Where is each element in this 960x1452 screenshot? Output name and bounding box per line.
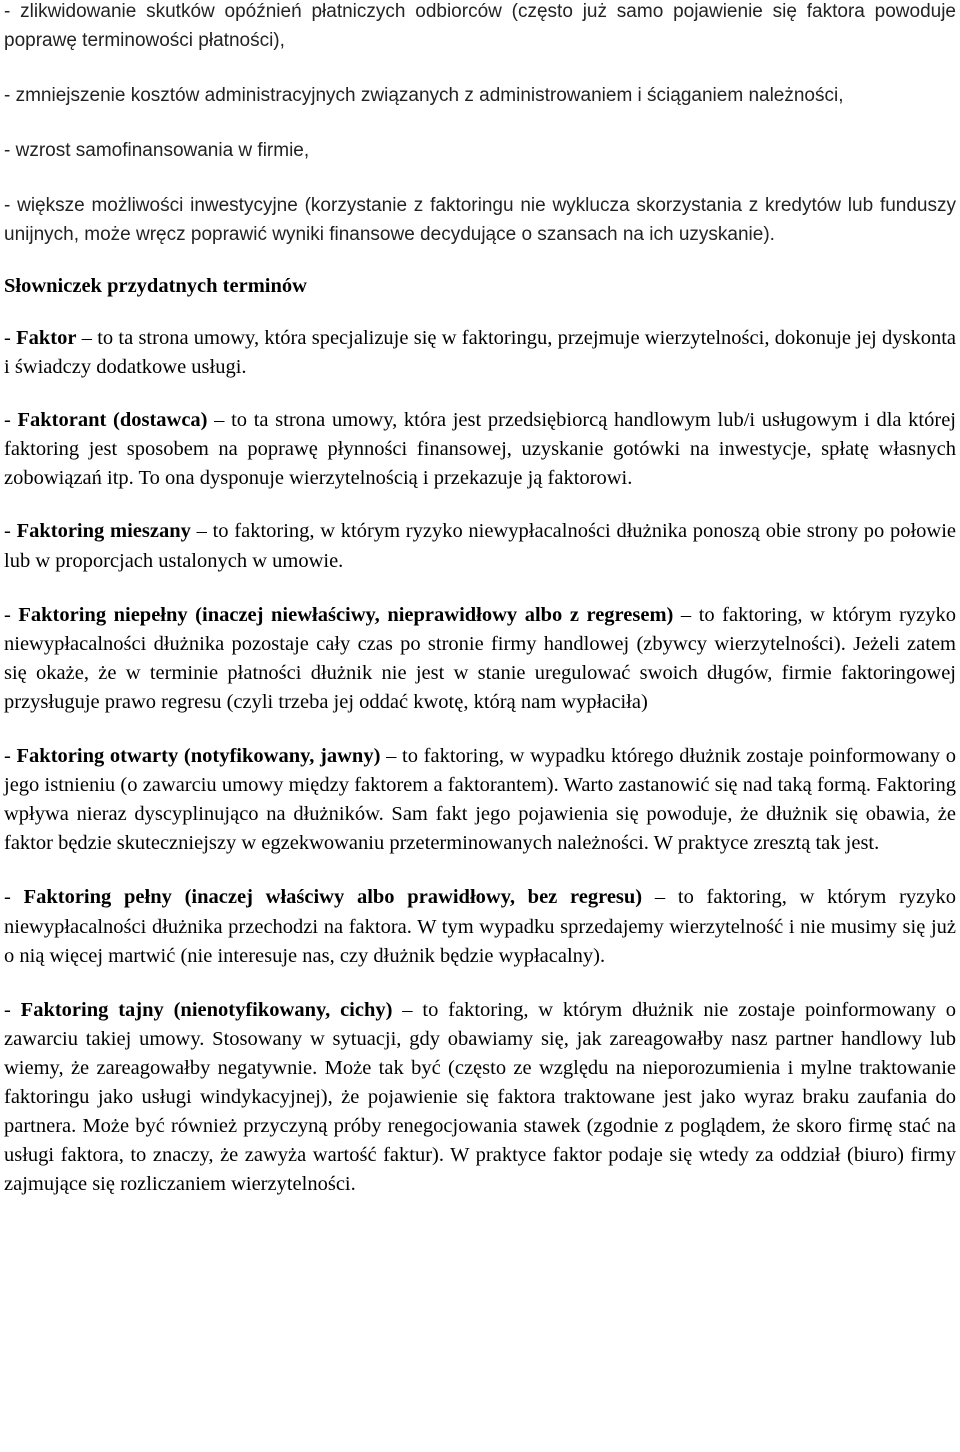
entry-prefix: - <box>4 745 17 768</box>
entry-prefix: - <box>4 603 19 626</box>
bullet-item: - wzrost samofinansowania w firmie, <box>4 140 310 161</box>
glossary-entry <box>4 601 956 717</box>
entry-prefix: - <box>4 520 17 543</box>
glossary-entry <box>4 883 956 970</box>
entry-prefix: - <box>4 886 24 909</box>
glossary-term: Faktor <box>16 327 77 349</box>
entry-prefix: - <box>4 409 18 432</box>
glossary-definition: – to ta strona umowy, która specjalizuje się w faktoringu, przejmuje wierzytelności, dokonuje jej dyskonta i świadczy dodatkowe usługi. <box>4 327 957 379</box>
glossary-entry <box>4 324 956 382</box>
entry-prefix: - <box>4 998 21 1021</box>
entry-prefix: - <box>4 327 17 349</box>
glossary-heading: Słowniczek przydatnych terminów <box>4 275 307 297</box>
bullet-item: - zmniejszenie kosztów administracyjnych związanych z administrowaniem i ściąganiem należności, <box>4 85 844 106</box>
bullet-item: - większe możliwości inwestycyjne (korzystanie z faktoringu nie wyklucza skorzystania z kredytów lub funduszy unijnych, może wręcz poprawić wyniki finansowe decydujące o szansach na ich uzyskanie). <box>4 195 956 245</box>
glossary-definition: – to ta strona umowy, która jest przedsiębiorcą handlowym lub/i usługowym i dla której faktoring jest sposobem na poprawę płynności finansowej, uzyskanie gotówki na inwestycje, spłatę własnych zobowiązań itp. To ona dysponuje wierzytelnością i przekazuje ją faktorowi. <box>4 409 956 490</box>
glossary-definition: – to faktoring, w wypadku którego dłużnik zostaje poinformowany o jego istnieniu (o zawarciu umowy między faktorem a faktorantem). Warto zastanowić się nad taką formą. Faktoring wpływa nieraz dyscyplinująco na dłużników. Sam fakt jego pojawienia się powoduje, że dłużnik się obawia, że faktor będzie skuteczniejszy w egzekwowaniu przeterminowanych należności. W praktyce zresztą tak jest. <box>4 745 956 855</box>
glossary-term: Faktoring niepełny (inaczej niewłaściwy, nieprawidłowy albo z regresem) <box>18 603 674 626</box>
glossary-definition: – to faktoring, w którym dłużnik nie zostaje poinformowany o zawarciu takiej umowy. Stosowany w sytuacji, gdy obawiamy się, jak zareagowałby nasz partner handlowy lub wiemy, że zareagowałby negatywnie. Może tak być (często ze względu na nieporozumienia i mylne traktowanie faktoringu jako usługi windykacyjnej), że pojawienie się faktora traktowane jest jako wyraz braku zaufania do partnera. Może być również przyczyną próby renegocjowania stawek (zgodnie z poglądem, że skoro firmę stać na usługi faktora, to znaczy, że zawyża wartość faktur). W praktyce faktor podaje się wtedy za oddział (biuro) firmy zajmujące się rozliczaniem wierzytelności. <box>4 998 957 1196</box>
glossary-definition: – to faktoring, w którym ryzyko niewypłacalności dłużnika pozostaje cały czas po stronie firmy handlowej (zbywcy wierzytelności). Jeżeli zatem się okaże, że w terminie płatności dłużnik nie jest w stanie uregulować swoich długów, firmie faktoringowej przysługuje prawo regresu (czyli trzeba jej oddać kwotę, którą nam wypłaciła) <box>4 603 957 713</box>
glossary-term: Faktoring mieszany <box>16 520 191 543</box>
bullet-item: - zlikwidowanie skutków opóźnień płatniczych odbiorców (często już samo pojawienie się faktora powoduje poprawę terminowości płatności), <box>4 1 956 51</box>
glossary-term: Faktorant (dostawca) <box>17 409 208 432</box>
glossary-entry <box>4 517 956 575</box>
glossary-term: Faktoring tajny (nienotyfikowany, cichy) <box>20 998 393 1021</box>
glossary-definition: – to faktoring, w którym ryzyko niewypłacalności dłużnika ponoszą obie strony po połowie lub w proporcjach ustalonych w umowie. <box>4 520 957 572</box>
glossary-entry <box>4 996 956 1200</box>
glossary-entry <box>4 742 956 858</box>
glossary-term: Faktoring pełny (inaczej właściwy albo prawidłowy, bez regresu) <box>23 886 643 909</box>
document-page <box>4 0 956 1199</box>
glossary-entry <box>4 406 956 493</box>
glossary-term: Faktoring otwarty (notyfikowany, jawny) <box>16 745 381 768</box>
glossary-definition: – to faktoring, w którym ryzyko niewypłacalności dłużnika przechodzi na faktora. W tym wypadku sprzedajemy wierzytelność i nie musimy się już o nią więcej martwić (nie interesuje nas, czy dłużnik będzie wypłacalny). <box>4 886 956 967</box>
